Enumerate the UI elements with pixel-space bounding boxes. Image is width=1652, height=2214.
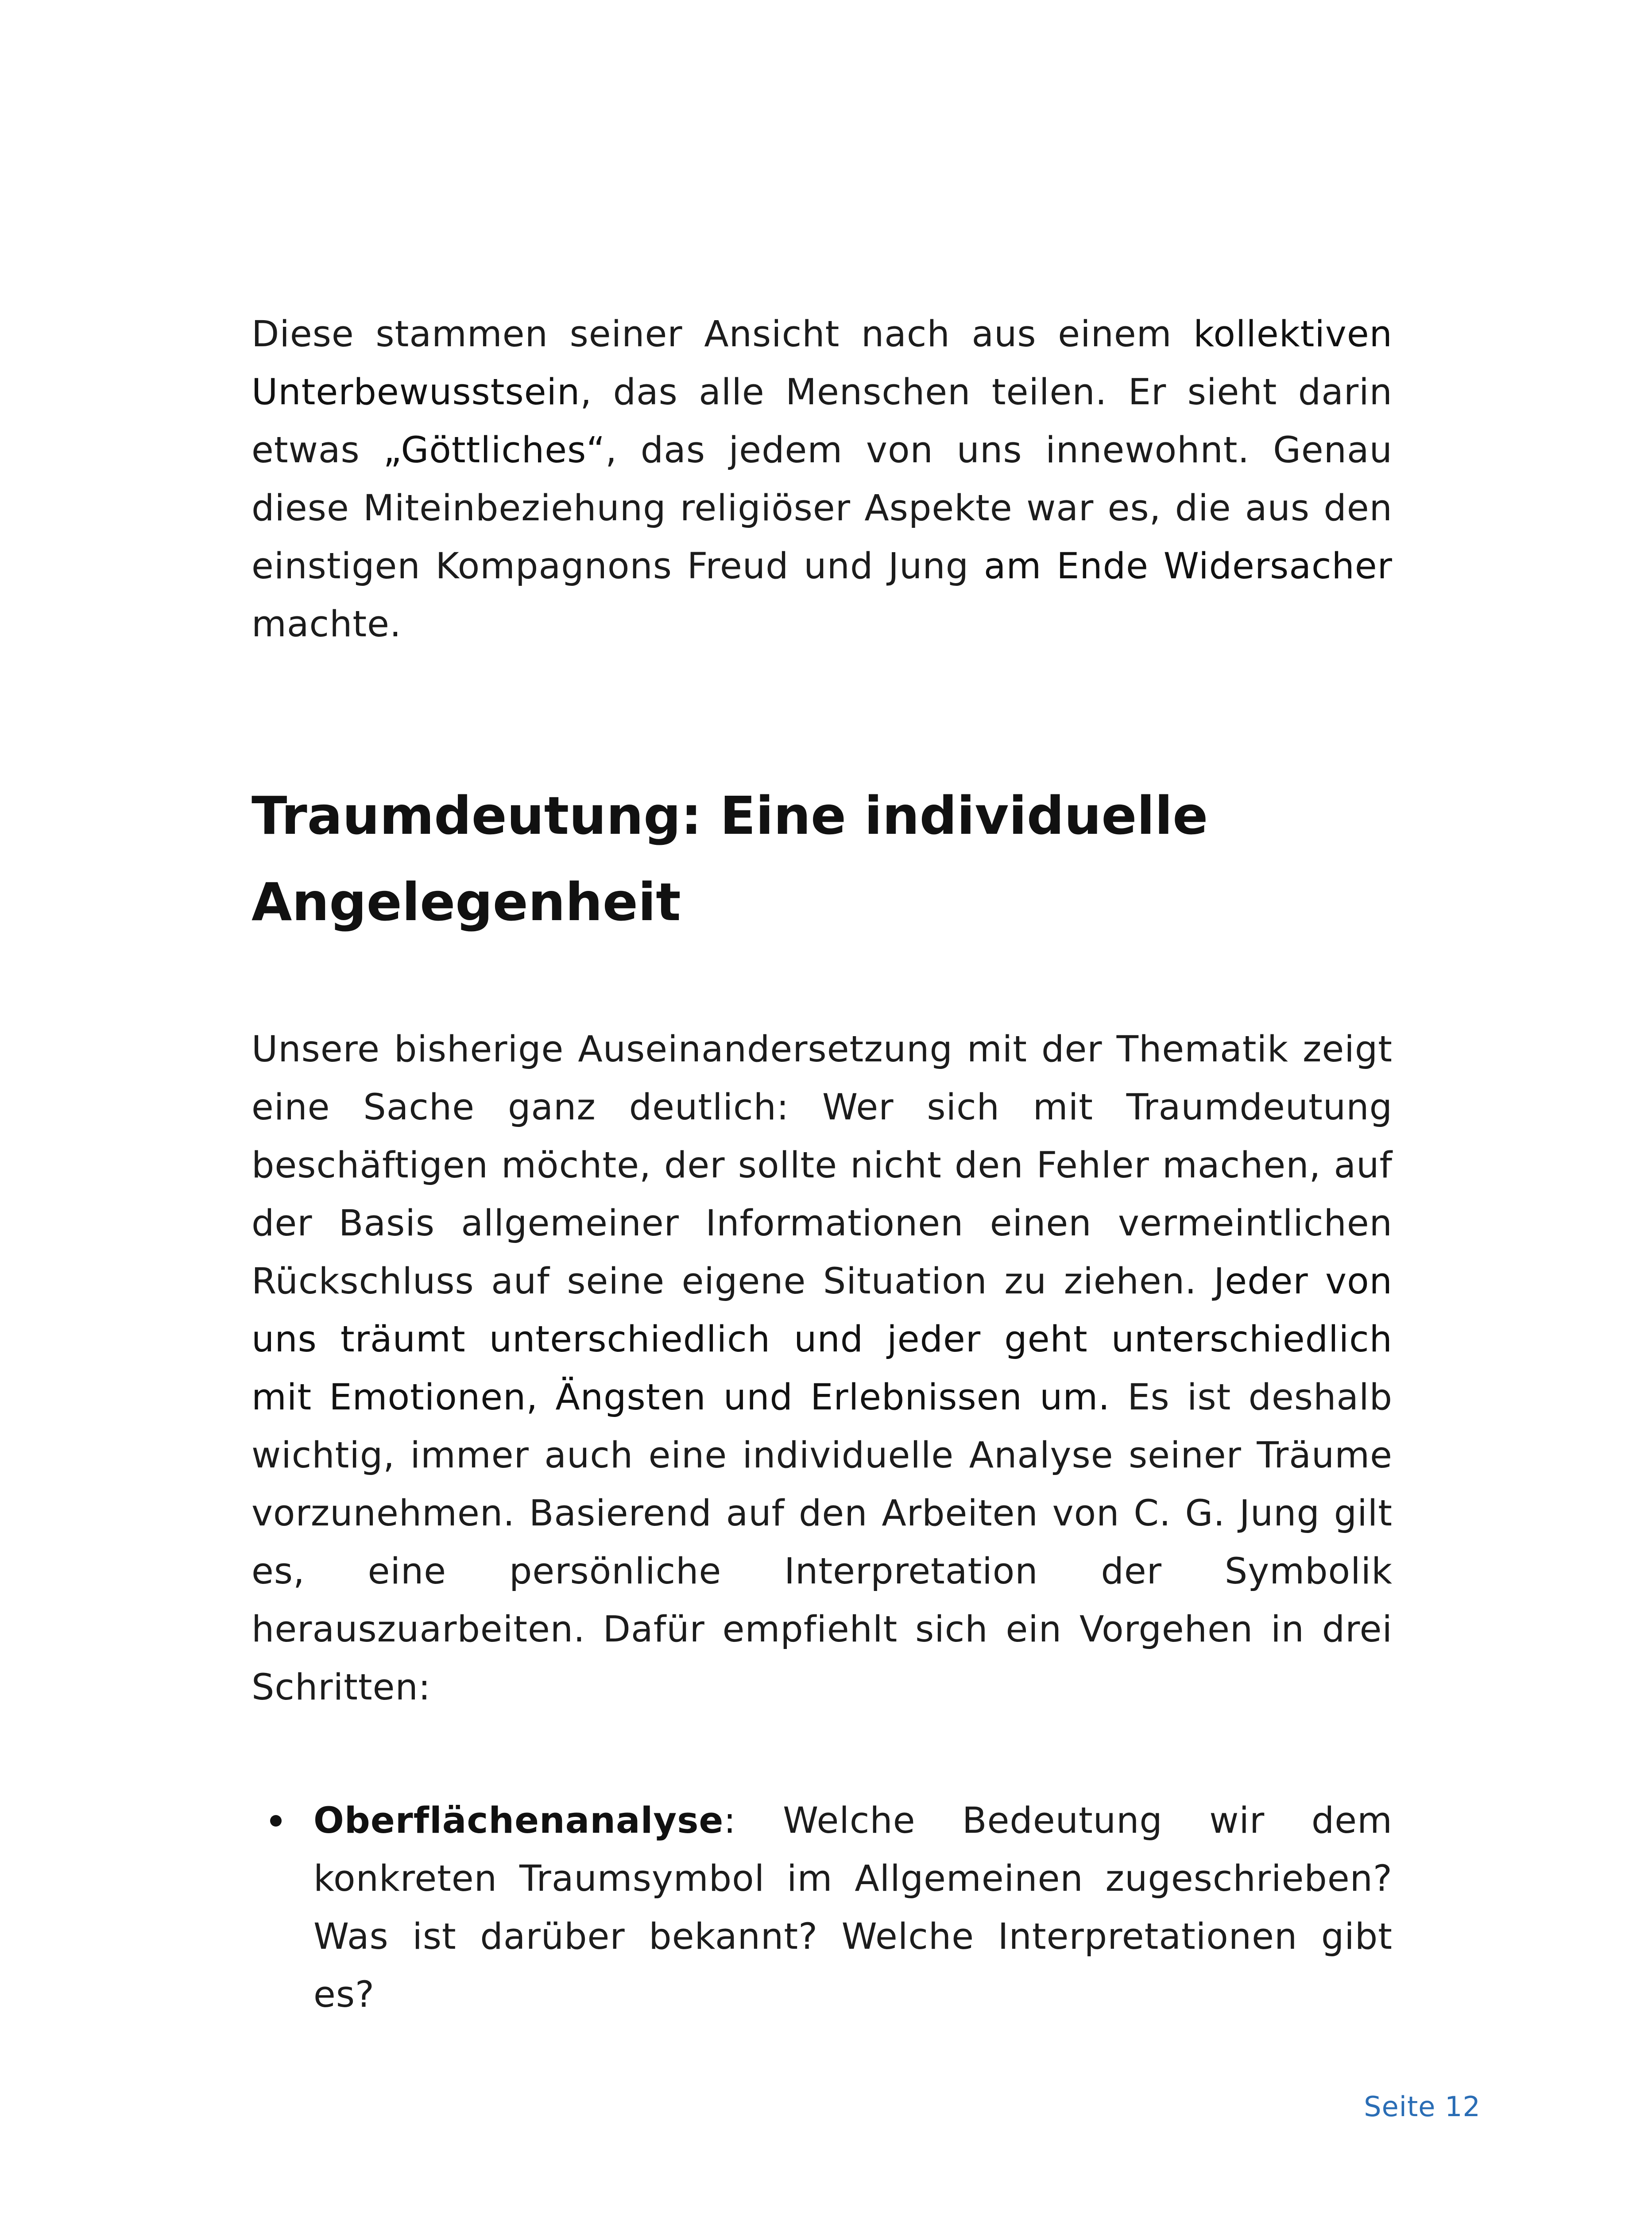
page-number: Seite 12 — [1364, 2090, 1481, 2123]
text-run: Unsere bisherige Auseinandersetzung mit der Thematik zeigt eine Sache ganz deutlich: Wer sich mit Traumdeutung beschäftigen möchte, der sollte nicht den Fehler machen, auf der Basis allgemeiner Informationen einen vermeintlichen Rückschluss auf seine eigene Situation zu ziehen. J — [251, 1029, 1393, 1302]
steps-list — [251, 1792, 1393, 2024]
text-run: , das jedem von uns innewohnt. Genau diese Miteinbeziehung religiöser Aspekte war es, die aus den einstigen Kompagnons Freud und Jung — [251, 430, 1393, 587]
bold-run: kollektiven Unterbewusstsein — [251, 314, 1393, 413]
text-run: , das alle Menschen teilen. Er sieht darin etwas — [251, 372, 1393, 471]
bold-run: „Göttliches“ — [383, 430, 606, 471]
text-run: Diese stammen seiner Ansicht nach aus einem — [251, 314, 1194, 355]
list-item-term: Oberflächenanalyse — [313, 1800, 724, 1842]
bold-run: eder von uns träumt unterschiedlich und jeder geht unterschiedlich mit Emotionen, Ängsten und Erlebnissen um. — [251, 1261, 1393, 1418]
list-item-separator: : — [723, 1800, 736, 1842]
list-item-text: Welche Bedeutung wir dem konkreten Traumsymbol im Allgemeinen zugeschrieben? Was ist darüber bekannt? Welche Interpretationen gibt es? — [313, 1800, 1393, 2016]
list-item — [251, 1792, 1393, 2024]
paragraph-jung-collective — [251, 306, 1393, 654]
text-run: machte. — [251, 604, 402, 645]
bullet-icon — [270, 1815, 282, 1827]
bold-run: am Ende Widersacher — [983, 546, 1393, 587]
page-content — [251, 306, 1393, 2024]
paragraph-individual-analysis — [251, 1021, 1393, 1717]
section-heading: Traumdeutung: Eine individuelle Angelegenheit — [251, 785, 1208, 933]
text-run: Es ist deshalb wichtig, immer auch eine individuelle Analyse seiner Träume vorzunehmen. Basierend auf den Arbeiten von C. G. Jung gilt es, eine persönliche Interpretation der Symbolik herauszuarbeiten. Dafür empfiehlt sich ein Vorgehen in drei Schritten: — [251, 1377, 1393, 1708]
